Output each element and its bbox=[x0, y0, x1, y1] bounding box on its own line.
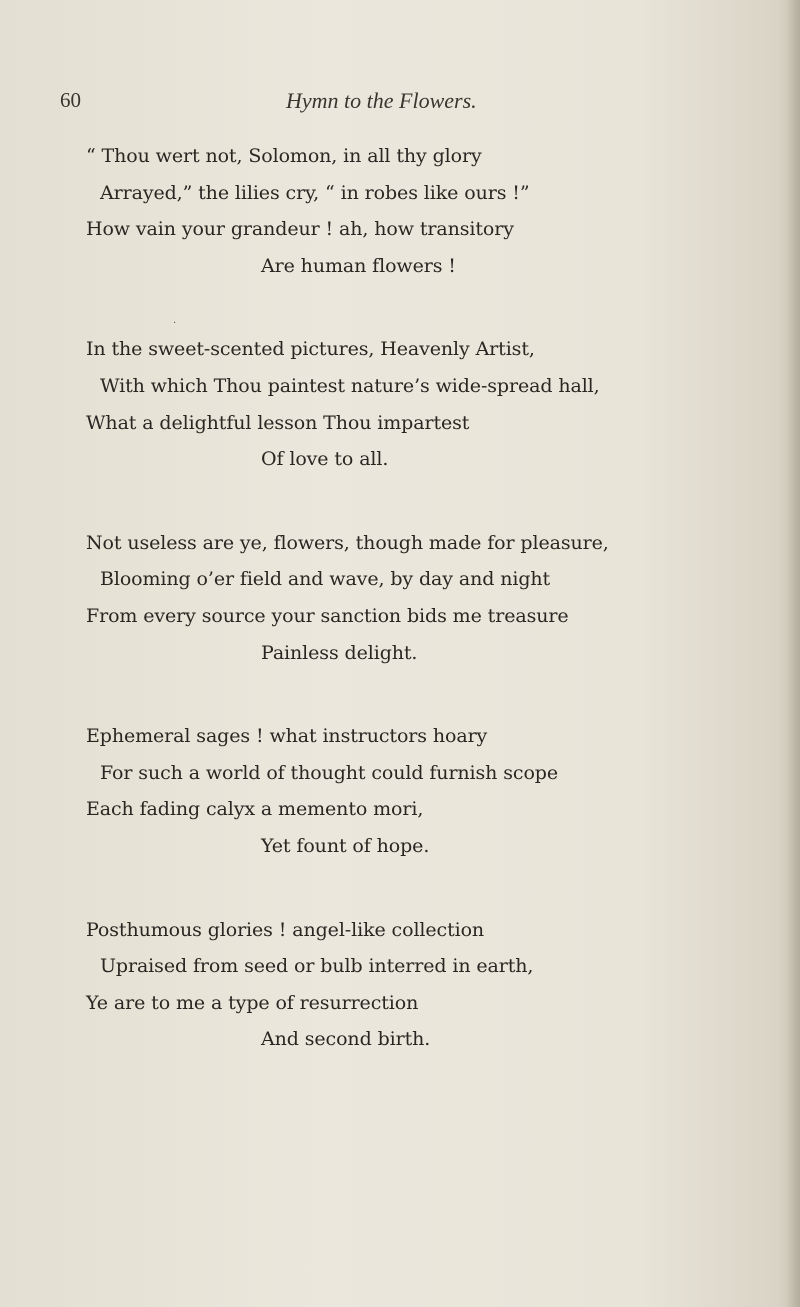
verse-line: Yet fount of hope. bbox=[261, 834, 430, 857]
verse-line: Are human flowers ! bbox=[261, 254, 456, 277]
verse-line: And second birth. bbox=[261, 1028, 431, 1051]
verse-line: Posthumous glories ! angel-like collection bbox=[86, 918, 485, 941]
verse-line: For such a world of thought could furnish scope bbox=[100, 761, 558, 784]
stanza-1 bbox=[86, 138, 776, 284]
page-header bbox=[60, 88, 760, 118]
poem-body bbox=[86, 138, 776, 1105]
verse-line: Painless delight. bbox=[261, 641, 418, 664]
stanza-5 bbox=[86, 912, 776, 1058]
stanza-2 bbox=[86, 331, 776, 477]
verse-line: What a delightful lesson Thou impartest bbox=[86, 411, 470, 434]
verse-line: From every source your sanction bids me treasure bbox=[86, 604, 569, 627]
verse-line: Each fading calyx a memento mori, bbox=[86, 798, 424, 821]
verse-line: Not useless are ye, flowers, though made for pleasure, bbox=[86, 531, 609, 554]
verse-line: Arrayed,” the lilies cry, “ in robes like ours !” bbox=[100, 181, 530, 204]
verse-line: Upraised from seed or bulb interred in earth, bbox=[100, 955, 534, 978]
verse-line: How vain your grandeur ! ah, how transitory bbox=[86, 218, 514, 241]
stanza-3 bbox=[86, 525, 776, 671]
verse-line: Blooming o’er field and wave, by day and night bbox=[100, 568, 551, 591]
verse-line: Ye are to me a type of resurrection bbox=[86, 991, 419, 1014]
stanza-4 bbox=[86, 718, 776, 864]
running-title: Hymn to the Flowers. bbox=[286, 88, 477, 113]
verse-line: Ephemeral sages ! what instructors hoary bbox=[86, 725, 488, 748]
print-speck: · bbox=[173, 318, 177, 329]
page-edge-shadow bbox=[786, 0, 800, 1307]
verse-line: With which Thou paintest nature’s wide-spread hall, bbox=[100, 374, 600, 397]
verse-line: In the sweet-scented pictures, Heavenly Artist, bbox=[86, 338, 535, 361]
verse-line: “ Thou wert not, Solomon, in all thy glory bbox=[86, 145, 482, 167]
verse-line: Of love to all. bbox=[261, 448, 389, 471]
page-number: 60 bbox=[60, 88, 81, 112]
